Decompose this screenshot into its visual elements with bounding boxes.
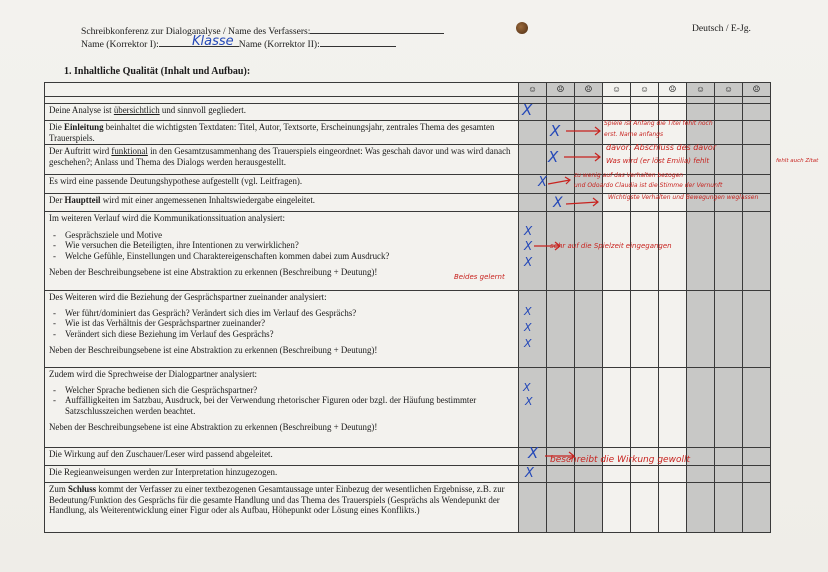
subject-label: Deutsch / E-Jg. [692, 23, 751, 34]
teacher-note: davor: Abschluss des davor [606, 143, 717, 152]
check-mark: X [525, 466, 534, 481]
corrector1-label: Name (Korrektor I): [81, 39, 159, 50]
smiley-cell: ☹ [575, 83, 603, 97]
author-label: Schreibkonferenz zur Dialoganalyse / Name des Verfassers: [81, 26, 311, 37]
check-mark: X [524, 337, 532, 350]
check-mark: X [524, 305, 532, 318]
header-blank [45, 83, 519, 97]
check-mark: X [550, 122, 561, 140]
punch-hole [516, 22, 528, 34]
criteria-text: Zum Schluss kommt der Verfasser zu einer textbezogenen Gesamtaussage unter Einbezug der wesentlichen Ergebnisse, z.B. zur Bedeutung/Funktion des Gesprächs für die gesamte Handlung und das Thema des Trauerspiels (Gesprächs als Wendepunkt der Handlung, als Weiterentwicklung einer Figur oder als Aufbau, Höhepunkt oder Lösung eines Konflikts.) [45, 483, 519, 533]
smiley-cell: ☹ [659, 83, 687, 97]
criteria-bullet: - Wie ist das Verhältnis der Gesprächspartner zueinander? [49, 318, 514, 329]
criteria-bullet: - Verändert sich diese Beziehung im Verlauf des Gesprächs? [49, 329, 514, 340]
criteria-text [45, 212, 519, 291]
criteria-row [45, 104, 771, 121]
criteria-text: Die Regieanweisungen werden zur Interpretation hinzugezogen. [45, 466, 519, 483]
check-mark: X [553, 195, 563, 211]
criteria-text: Es wird eine passende Deutungshypothese aufgestellt (vgl. Leitfragen). [45, 175, 519, 194]
teacher-note: sehr auf die Spielzeit eingegangen [550, 242, 672, 250]
smiley-cell: ☺ [631, 83, 659, 97]
smiley-header-row [45, 83, 771, 97]
corrector1-handwritten: Klasse [192, 34, 234, 49]
criteria-text-content: Der Hauptteil wird mit einer angemessenen Inhaltswiedergabe eingeleitet. [49, 195, 316, 206]
criteria-text [45, 368, 519, 448]
teacher-note: erst. Name anfangs [604, 131, 664, 138]
check-mark: X [524, 224, 533, 238]
corrector2-line [320, 46, 396, 47]
smiley-cell: ☺ [715, 83, 743, 97]
smiley-cell: ☹ [743, 83, 771, 97]
criteria-text [45, 291, 519, 368]
check-mark: X [524, 255, 533, 269]
check-mark: X [524, 321, 532, 334]
criteria-text: Deine Analyse ist übersichtlich und sinnvoll gegliedert. [45, 104, 519, 121]
smiley-cell: ☺ [687, 83, 715, 97]
check-mark: X [538, 175, 547, 190]
criteria-bullet: - Wer führt/dominiert das Gespräch? Verändert sich dies im Verlauf des Gesprächs? [49, 308, 514, 319]
criteria-tail: Neben der Beschreibungsebene ist eine Abstraktion zu erkennen (Beschreibung + Deutung)! [49, 421, 378, 432]
check-mark: X [524, 239, 533, 253]
criteria-row [45, 483, 771, 533]
teacher-note: und Odoardo Claudia ist die Stimme der Vernunft [574, 182, 723, 189]
criteria-text: Die Wirkung auf den Zuschauer/Leser wird passend abgeleitet. [45, 448, 519, 466]
criteria-row [45, 212, 771, 291]
teacher-note: Beides gelernt [454, 273, 505, 281]
spacer-row [45, 97, 771, 104]
teacher-note: zu wenig auf das Verhalten bezogen [574, 172, 684, 179]
criteria-text: Der Auftritt wird funktional in den Gesamtzusammenhang des Trauerspiels eingeordnet: Was geschah davor und was wird danach geschehen?; Anlass und Thema des Dialogs werden herausgestellt. [45, 145, 519, 175]
criteria-intro: Des Weiteren wird die Beziehung der Gesprächspartner zueinander analysiert: [49, 292, 327, 303]
criteria-bullet: - Welche Gefühle, Einstellungen und Charaktereigenschaften kommen dabei zum Ausdruck? [49, 251, 514, 262]
teacher-note: fehlt auch Zitat [776, 158, 819, 164]
criteria-bullet: - Auffälligkeiten im Satzbau, Ausdruck, bei der Verwendung rhetorischer Figuren oder bzgl. der Häufung bestimmter Satzschlusszeichen werden beachtet. [49, 395, 514, 416]
check-mark: X [548, 148, 559, 166]
check-mark: X [522, 101, 533, 119]
criteria-text [45, 194, 519, 212]
header-names [81, 39, 396, 51]
teacher-note: Spiele ist Anfang die Titel fehlt noch [604, 120, 713, 127]
header-title [81, 26, 444, 38]
criteria-tail: Neben der Beschreibungsebene ist eine Abstraktion zu erkennen (Beschreibung + Deutung)! [49, 266, 378, 277]
smiley-cell: ☹ [547, 83, 575, 97]
teacher-note: Wichtigste Verhalten und Bewegungen weglassen [608, 194, 759, 201]
criteria-bullet: - Wie versuchen die Beteiligten, ihre Intentionen zu verwirklichen? [49, 240, 514, 251]
author-line [310, 33, 444, 34]
criteria-row [45, 368, 771, 448]
smiley-cell: ☺ [519, 83, 547, 97]
criteria-text: Die Einleitung beinhaltet die wichtigsten Textdaten: Titel, Autor, Textsorte, Erscheinungsjahr, zentrales Thema des gesamten Trauerspiels. [45, 121, 519, 145]
corrector2-label: Name (Korrektor II): [238, 39, 320, 50]
teacher-note: beschreibt die Wirkung gewollt [550, 455, 690, 465]
criteria-intro: Im weiteren Verlauf wird die Kommunikationssituation analysiert: [49, 213, 285, 224]
criteria-bullet: - Gesprächsziele und Motive [49, 230, 514, 241]
criteria-row [45, 466, 771, 483]
criteria-row [45, 291, 771, 368]
check-mark: X [525, 395, 533, 408]
teacher-note: Was wird (er löst Emilia) fehlt [606, 157, 710, 165]
criteria-intro: Zudem wird die Sprechweise der Dialogpartner analysiert: [49, 369, 257, 380]
check-mark: X [528, 444, 539, 462]
criteria-bullet: - Welcher Sprache bedienen sich die Gesprächspartner? [49, 385, 514, 396]
section-title: 1. Inhaltliche Qualität (Inhalt und Aufbau): [64, 66, 251, 77]
check-mark: X [523, 381, 531, 394]
criteria-tail: Neben der Beschreibungsebene ist eine Abstraktion zu erkennen (Beschreibung + Deutung)! [49, 344, 378, 355]
smiley-cell: ☺ [603, 83, 631, 97]
